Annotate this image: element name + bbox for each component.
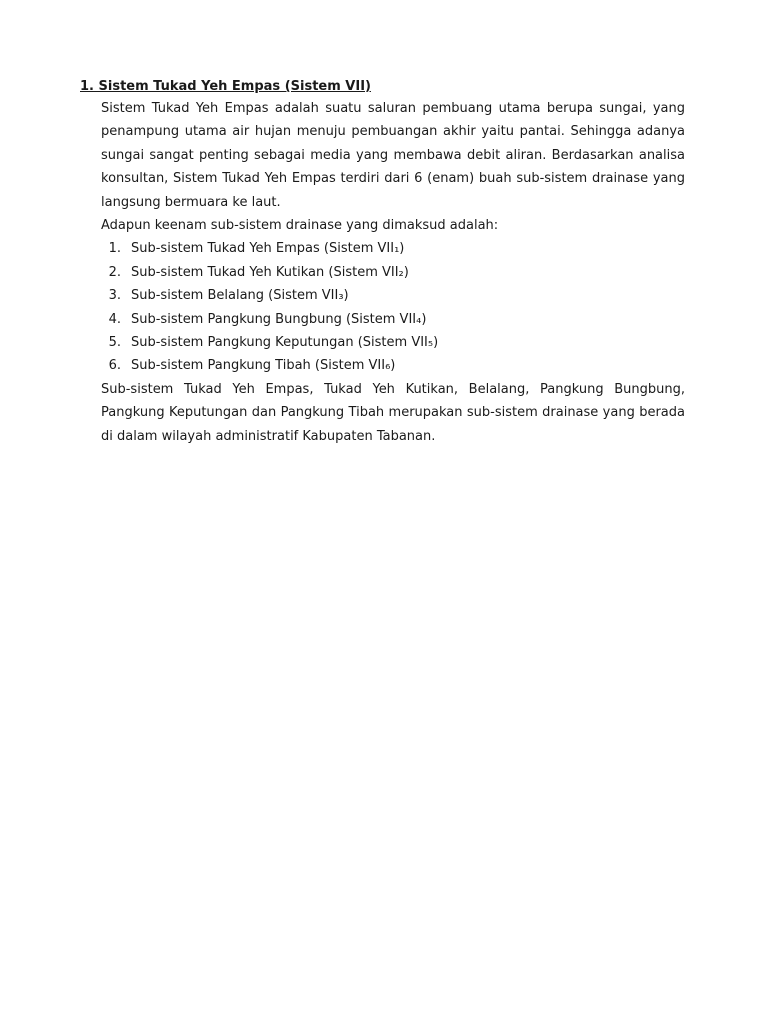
- list-item: [101, 284, 685, 307]
- section-heading: 1. Sistem Tukad Yeh Empas (Sistem VII): [80, 79, 371, 94]
- paragraph-description: Sistem Tukad Yeh Empas adalah suatu saluran pembuang utama berupa sungai, yang penampung utama air hujan menuju pembuangan akhir yaitu pantai. Sehingga adanya sungai sangat penting sebagai media yang membawa debit aliran. Berdasarkan analisa konsultan, Sistem Tukad Yeh Empas terdiri dari 6 (enam) buah sub-sistem drainase yang langsung bermuara ke laut.: [101, 101, 685, 210]
- list-item-text: Sub-sistem Tukad Yeh Empas (Sistem VII₁): [131, 241, 405, 257]
- list-item-number: 6.: [108, 358, 121, 374]
- list-item-number: 4.: [108, 311, 121, 327]
- list-item-text: Sub-sistem Tukad Yeh Kutikan (Sistem VII₂): [131, 264, 409, 280]
- section-body: [101, 97, 685, 448]
- list-intro: Adapun keenam sub-sistem drainase yang dimaksud adalah:: [101, 218, 499, 234]
- list-item-text: Sub-sistem Pangkung Keputungan (Sistem VII₅): [131, 335, 439, 351]
- list-item: [101, 331, 685, 354]
- list-item-text: Sub-sistem Pangkung Bungbung (Sistem VII₄): [131, 311, 427, 327]
- sub-system-list: [101, 237, 685, 377]
- list-item: [101, 308, 685, 331]
- list-item-text: Sub-sistem Pangkung Tibah (Sistem VII₆): [131, 358, 396, 374]
- list-item-number: 5.: [108, 335, 121, 351]
- list-item-number: 1.: [108, 241, 121, 257]
- list-item-number: 3.: [108, 288, 121, 304]
- list-item: [101, 237, 685, 260]
- list-item-number: 2.: [108, 264, 121, 280]
- list-item: [101, 261, 685, 284]
- list-item-text: Sub-sistem Belalang (Sistem VII₃): [131, 288, 349, 304]
- list-item: [101, 354, 685, 377]
- paragraph-summary: Sub-sistem Tukad Yeh Empas, Tukad Yeh Kutikan, Belalang, Pangkung Bungbung, Pangkung Keputungan dan Pangkung Tibah merupakan sub-sistem drainase yang berada di dalam wilayah administratif Kabupaten Tabanan.: [101, 381, 685, 444]
